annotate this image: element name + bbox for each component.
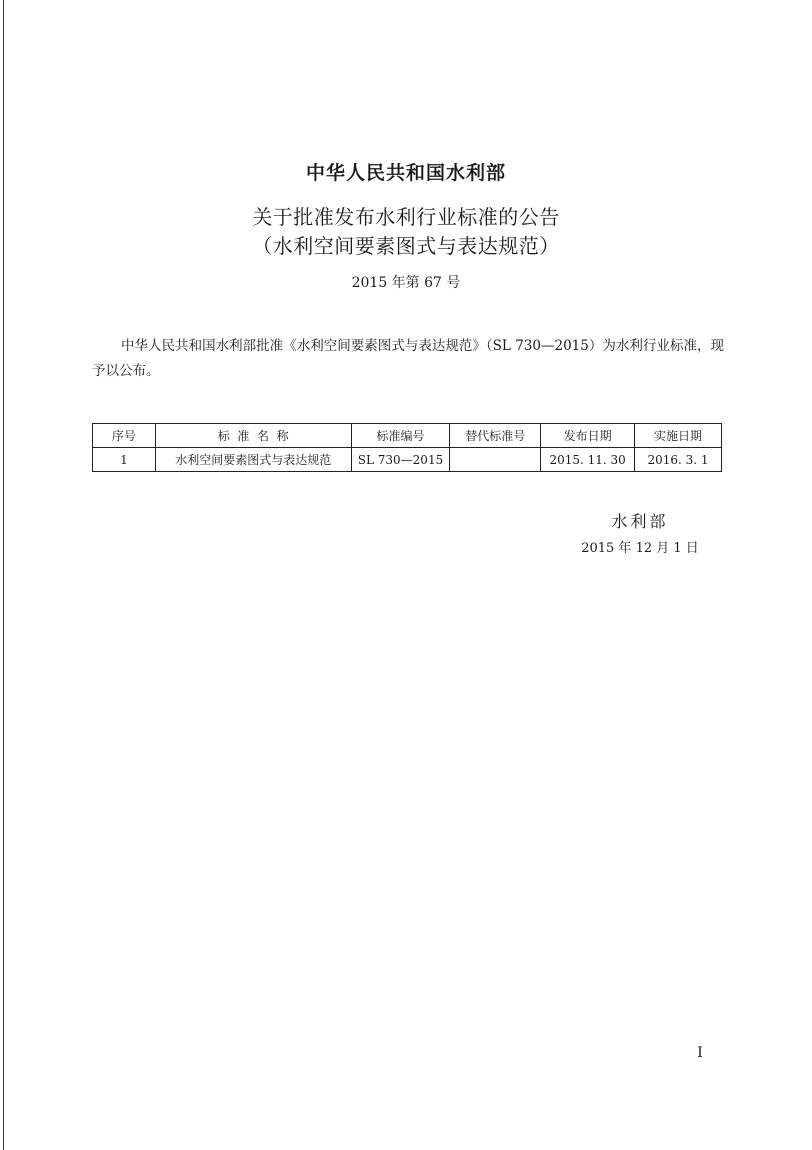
signature-date: 2015 年 12 月 1 日	[581, 541, 699, 556]
cell-standard-code: SL 730—2015	[351, 448, 450, 472]
col-header-seq: 序号	[93, 424, 156, 448]
issuing-ministry: 中华人民共和国水利部	[305, 162, 506, 184]
cell-effective-date: 2016. 3. 1	[635, 448, 722, 472]
col-header-issue-date: 发布日期	[541, 424, 635, 448]
cell-standard-name: 水利空间要素图式与表达规范	[155, 448, 351, 472]
announcement-subtitle: （水利空间要素图式与表达规范）	[252, 234, 560, 258]
issuer-signature: 水利部	[611, 512, 669, 531]
cell-replaced-code	[450, 448, 541, 472]
col-header-effective-date: 实施日期	[635, 424, 722, 448]
table-row	[93, 448, 722, 472]
table-header-row	[93, 424, 722, 448]
col-header-replaced: 替代标准号	[450, 424, 541, 448]
announcement-title: 关于批准发布水利行业标准的公告	[252, 205, 560, 229]
standards-table	[92, 423, 722, 472]
page-number: I	[697, 1045, 703, 1061]
cell-issue-date: 2015. 11. 30	[541, 448, 635, 472]
col-header-code: 标准编号	[351, 424, 450, 448]
cell-seq: 1	[93, 448, 156, 472]
announcement-body: 中华人民共和国水利部批准《水利空间要素图式与表达规范》（SL 730—2015）为水利行业标准，现予以公布。	[92, 338, 724, 379]
col-header-name: 标 准 名 称	[155, 424, 351, 448]
issue-number: 2015 年第 67 号	[351, 275, 461, 291]
